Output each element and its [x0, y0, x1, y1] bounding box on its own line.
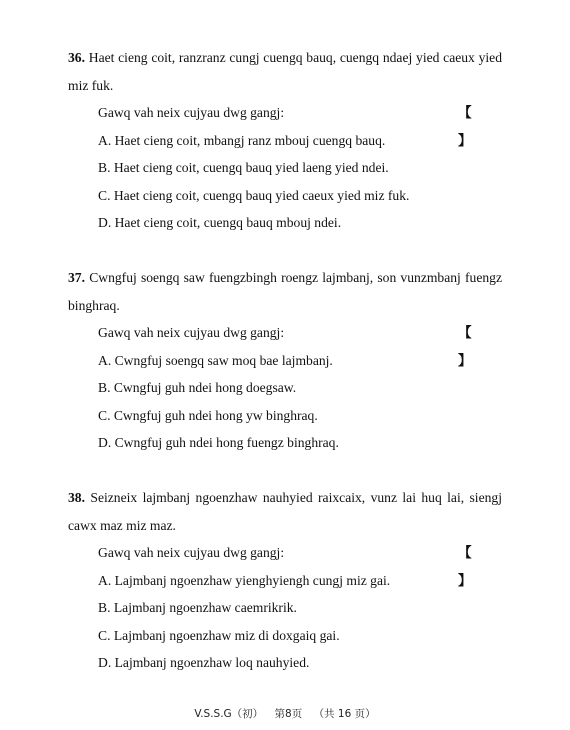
- footer-page-total: （共 16 页）: [313, 708, 376, 720]
- question-prompt: Gawq vah neix cujyau dwg gangj:: [98, 105, 285, 120]
- question-stem: [68, 264, 502, 319]
- bracket-open: 【: [458, 545, 472, 560]
- option-c: C. Lajmbanj ngoenzhaw miz di doxgaiq gai.: [98, 627, 340, 643]
- option-b: B. Haet cieng coit, cuengq bauq yied laeng yied ndei.: [98, 160, 389, 175]
- option-b: B. Lajmbanj ngoenzhaw caemrikrik.: [98, 600, 297, 615]
- option-b: B. Cwngfuj guh ndei hong doegsaw.: [98, 380, 297, 395]
- answer-bracket: [458, 539, 502, 594]
- question-text: Haet cieng coit, ranzranz cungj cuengq bauq, cuengq ndaej yied caeux yied miz fuk.: [68, 50, 502, 93]
- page-footer: [0, 706, 570, 721]
- option-c: C. Haet cieng coit, cuengq bauq yied caeux yied miz fuk.: [98, 187, 410, 203]
- option-a: A. Haet cieng coit, mbangj ranz mbouj cuengq bauq.: [98, 132, 386, 148]
- question-36: [68, 44, 502, 237]
- option-d: D. Cwngfuj guh ndei hong fuengz binghraq.: [98, 435, 339, 450]
- bracket-close: 】: [458, 132, 472, 148]
- question-text: Cwngfuj soengq saw fuengzbingh roengz lajmbanj, son vunzmbanj fuengz binghraq.: [68, 270, 502, 313]
- bracket-close: 】: [458, 352, 472, 368]
- footer-page-number: 第8页: [274, 708, 303, 720]
- option-a: A. Cwngfuj soengq saw moq bae lajmbanj.: [98, 352, 333, 368]
- question-number: 38.: [68, 490, 85, 505]
- answer-bracket: [458, 99, 502, 154]
- option-d: D. Haet cieng coit, cuengq bauq mbouj ndei.: [98, 215, 342, 230]
- answer-bracket: [458, 319, 502, 374]
- question-stem: [68, 44, 502, 99]
- question-number: 37.: [68, 270, 85, 285]
- question-38: [68, 484, 502, 677]
- footer-code: V.S.S.G（初）: [194, 708, 264, 720]
- bracket-close: 】: [458, 572, 472, 588]
- bracket-open: 【: [458, 325, 472, 340]
- question-prompt: Gawq vah neix cujyau dwg gangj:: [98, 325, 285, 340]
- option-d: D. Lajmbanj ngoenzhaw loq nauhyied.: [98, 655, 310, 670]
- question-37: [68, 264, 502, 457]
- option-c: C. Cwngfuj guh ndei hong yw binghraq.: [98, 407, 318, 423]
- question-text: Seizneix lajmbanj ngoenzhaw nauhyied raixcaix, vunz lai huq lai, siengj cawx maz miz maz.: [68, 490, 502, 533]
- question-prompt: Gawq vah neix cujyau dwg gangj:: [98, 545, 285, 560]
- bracket-open: 【: [458, 105, 472, 120]
- option-a: A. Lajmbanj ngoenzhaw yienghyiengh cungj miz gai.: [98, 572, 391, 588]
- question-stem: [68, 484, 502, 539]
- question-number: 36.: [68, 50, 85, 65]
